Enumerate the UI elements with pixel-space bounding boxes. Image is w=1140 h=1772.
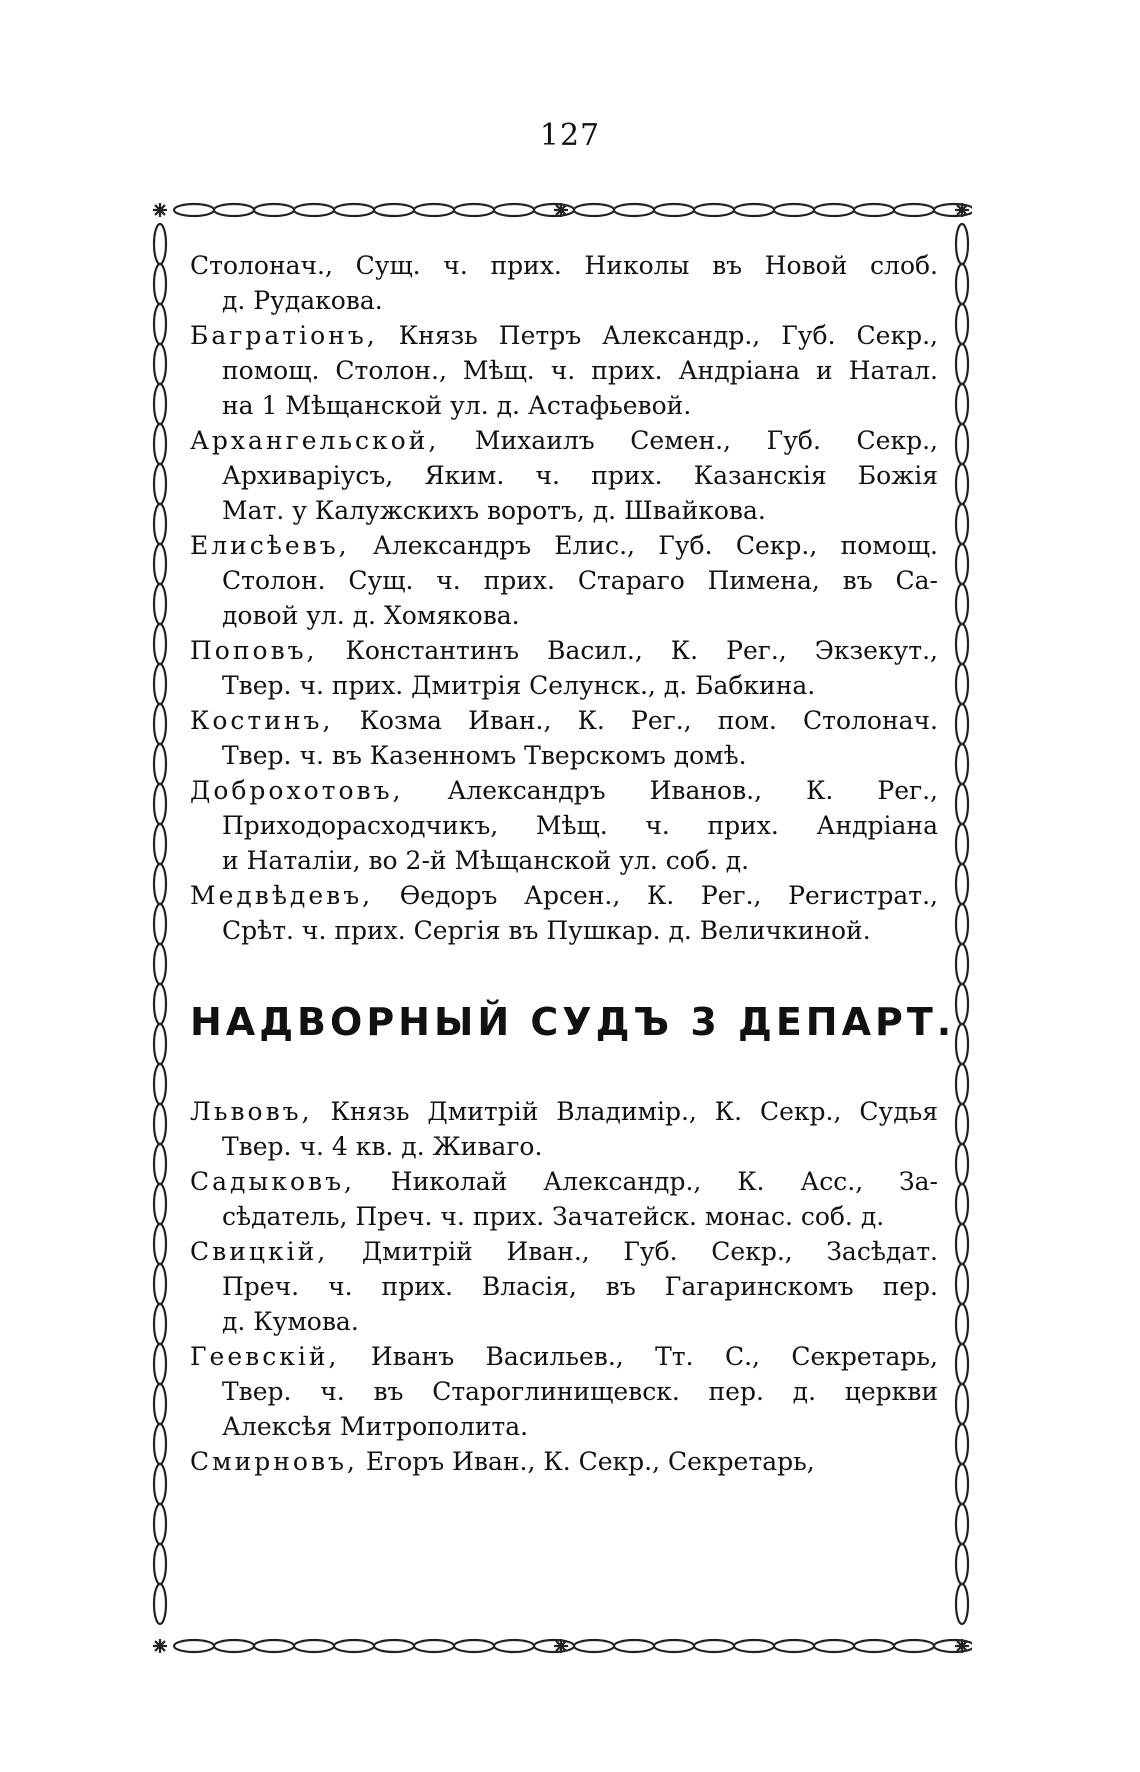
directory-entry bbox=[190, 1094, 938, 1164]
entry-text: Александръ Иванов., К. Рег., bbox=[403, 776, 938, 805]
ornamental-border bbox=[150, 200, 972, 1656]
directory-entry bbox=[190, 423, 938, 528]
entry-text: Николай Александр., К. Асс., За- bbox=[354, 1167, 938, 1196]
entry-line bbox=[190, 773, 938, 808]
entry-line bbox=[190, 703, 938, 738]
entry-text: д. Кумова. bbox=[222, 1307, 359, 1336]
entry-text: Дмитрій Иван., Губ. Секр., Засѣдат. bbox=[328, 1237, 938, 1266]
entry-surname: Львовъ, bbox=[190, 1097, 313, 1126]
entry-line bbox=[190, 353, 938, 388]
entry-text: Алексѣя Митрополита. bbox=[222, 1412, 529, 1441]
entry-line bbox=[190, 458, 938, 493]
entry-line bbox=[190, 633, 938, 668]
entry-text: Архиваріусъ, Яким. ч. прих. Казанскія Божія bbox=[222, 461, 938, 490]
entry-text: Константинъ Васил., К. Рег., Экзекут., bbox=[317, 636, 938, 665]
directory-entry bbox=[190, 1234, 938, 1339]
entry-line bbox=[190, 283, 938, 318]
entry-surname: Поповъ, bbox=[190, 636, 318, 665]
entry-line bbox=[190, 493, 938, 528]
section-heading: НАДВОРНЫЙ СУДЪ 3 ДЕПАРТ. bbox=[190, 1000, 956, 1044]
entry-line bbox=[190, 1409, 938, 1444]
directory-entry bbox=[190, 1164, 938, 1234]
entry-surname: Садыковъ, bbox=[190, 1167, 355, 1196]
entry-line bbox=[190, 1374, 938, 1409]
entry-line bbox=[190, 1444, 938, 1479]
entry-line bbox=[190, 878, 938, 913]
directory-entry bbox=[190, 1339, 938, 1444]
entries-list-bottom bbox=[190, 1094, 938, 1479]
entry-text: сѣдатель, Преч. ч. прих. Зачатейск. монас. соб. д. bbox=[222, 1202, 885, 1231]
entry-surname: Багратіонъ, bbox=[190, 321, 378, 350]
entry-text: Козма Иван., К. Рег., пом. Столонач. bbox=[333, 706, 938, 735]
entry-line bbox=[190, 563, 938, 598]
entry-text: Твер. ч. въ Староглинищевск. пер. д. церкви bbox=[222, 1377, 938, 1406]
entry-surname: Елисѣевъ, bbox=[190, 531, 350, 560]
entry-text: Егоръ Иван., К. Секр., Секретарь, bbox=[357, 1447, 815, 1476]
entry-text: Столон. Сущ. ч. прих. Стараго Пимена, въ Са- bbox=[222, 566, 938, 595]
entry-surname: Доброхотовъ, bbox=[190, 776, 404, 805]
entry-text: Иванъ Васильев., Тт. С., Секретарь, bbox=[339, 1342, 938, 1371]
entry-line bbox=[190, 318, 938, 353]
entry-text: Ѳедоръ Арсен., К. Рег., Регистрат., bbox=[373, 881, 938, 910]
entry-line bbox=[190, 1339, 938, 1374]
entry-text: Твер. ч. въ Казенномъ Тверскомъ домѣ. bbox=[222, 741, 747, 770]
entry-line bbox=[190, 388, 938, 423]
entry-text: д. Рудакова. bbox=[222, 286, 383, 315]
entry-text: Преч. ч. прих. Власія, въ Гагаринскомъ пер. bbox=[222, 1272, 938, 1301]
entry-text: помощ. Столон., Мѣщ. ч. прих. Андріана и Натал. bbox=[222, 356, 938, 385]
entry-text: Александръ Елис., Губ. Секр., помощ. bbox=[349, 531, 938, 560]
directory-entry bbox=[190, 528, 938, 633]
entry-line bbox=[190, 528, 938, 563]
entry-line bbox=[190, 1304, 938, 1339]
entry-line bbox=[190, 1129, 938, 1164]
entry-text: Князь Петръ Александр., Губ. Секр., bbox=[377, 321, 938, 350]
entry-line bbox=[190, 913, 938, 948]
entry-line bbox=[190, 598, 938, 633]
page-number: 127 bbox=[539, 118, 601, 153]
entry-text: Михаилъ Семен., Губ. Секр., bbox=[439, 426, 938, 455]
entry-line bbox=[190, 1234, 938, 1269]
entry-line bbox=[190, 738, 938, 773]
entry-surname: Медвѣдевъ, bbox=[190, 881, 374, 910]
entry-text: Приходорасходчикъ, Мѣщ. ч. прих. Андріана bbox=[222, 811, 938, 840]
entry-surname: Смирновъ, bbox=[190, 1447, 358, 1476]
entry-line bbox=[190, 668, 938, 703]
entry-text: довой ул. д. Хомякова. bbox=[222, 601, 520, 630]
entry-text: и Наталіи, во 2-й Мѣщанской ул. соб. д. bbox=[222, 846, 750, 875]
directory-entry bbox=[190, 633, 938, 703]
entry-surname: Архангельской, bbox=[190, 426, 440, 455]
entry-text: Князь Дмитрій Владимір., К. Секр., Судья bbox=[312, 1097, 938, 1126]
directory-entry bbox=[190, 1444, 938, 1479]
entry-surname: Свицкій, bbox=[190, 1237, 329, 1266]
entry-surname: Геевскій, bbox=[190, 1342, 340, 1371]
entry-line bbox=[190, 1164, 938, 1199]
entry-text: Твер. ч. прих. Дмитрія Селунск., д. Бабкина. bbox=[222, 671, 816, 700]
entry-text: на 1 Мѣщанской ул. д. Астафьевой. bbox=[222, 391, 692, 420]
entry-line bbox=[190, 423, 938, 458]
entry-text: Твер. ч. 4 кв. д. Живаго. bbox=[222, 1132, 543, 1161]
entry-line bbox=[190, 248, 938, 283]
directory-entry bbox=[190, 773, 938, 878]
entry-text: Столонач., Сущ. ч. прих. Николы въ Новой слоб. bbox=[190, 251, 938, 280]
entry-line bbox=[190, 843, 938, 878]
directory-entry bbox=[190, 878, 938, 948]
directory-entry bbox=[190, 318, 938, 423]
entry-line bbox=[190, 1269, 938, 1304]
directory-content bbox=[190, 248, 956, 1479]
entry-text: Срѣт. ч. прих. Сергія въ Пушкар. д. Величкиной. bbox=[222, 916, 871, 945]
entry-line bbox=[190, 1199, 938, 1234]
entry-line bbox=[190, 808, 938, 843]
directory-entry bbox=[190, 248, 938, 318]
directory-entry bbox=[190, 703, 938, 773]
entries-list-top bbox=[190, 248, 938, 948]
entry-surname: Костинъ, bbox=[190, 706, 334, 735]
entry-line bbox=[190, 1094, 938, 1129]
entry-text: Мат. у Калужскихъ воротъ, д. Швайкова. bbox=[222, 496, 766, 525]
